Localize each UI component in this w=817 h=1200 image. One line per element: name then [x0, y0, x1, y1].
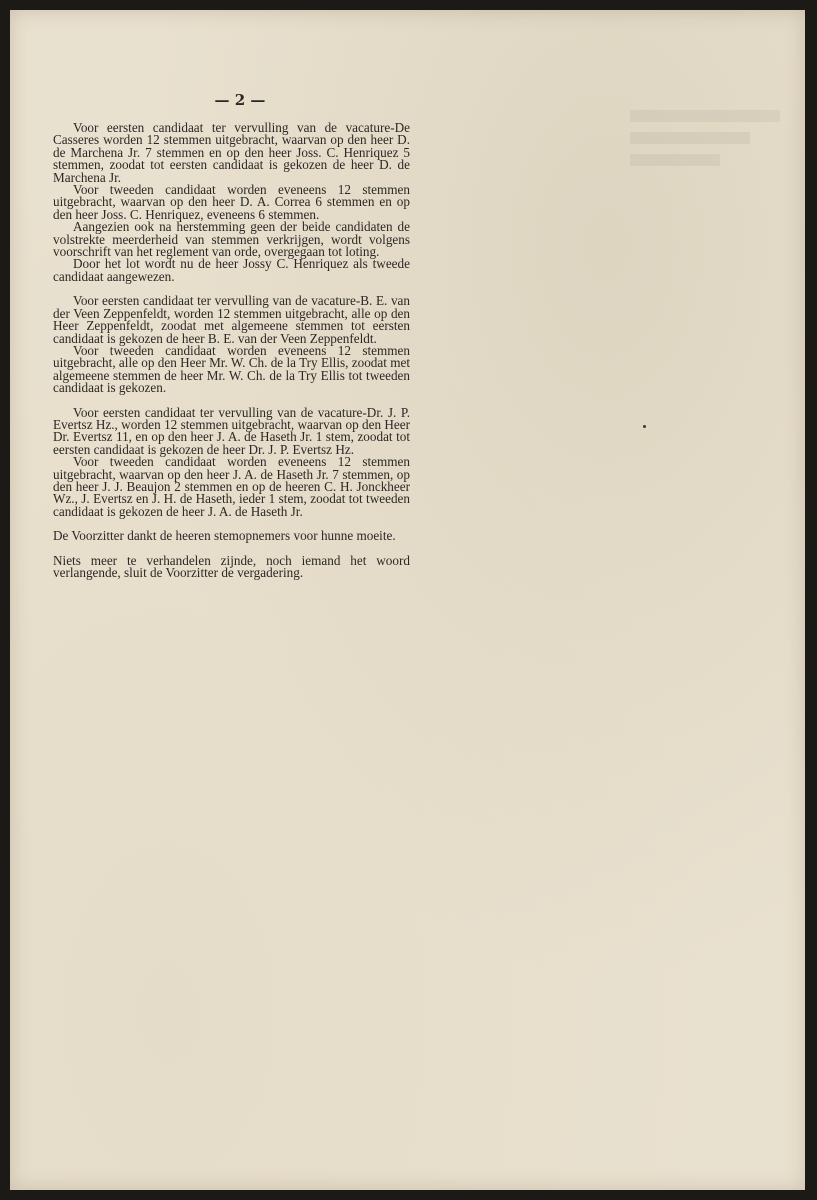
paragraph-closing: Niets meer te verhandelen zijnde, noch iemand het woord verlangende, sluit de Voorzitter de vergadering.	[53, 552, 410, 580]
paragraph-vote-zeppenfeldt-first: Voor eersten candidaat ter vervulling van de vacature-B. E. van der Veen Zeppenfeldt, worden 12 stemmen uitgebracht, alle op den Heer Zeppenfeldt, zoodat met algemeene stemmen tot eersten candidaat is gekozen de heer B. E. van der Veen Zeppenfeldt.	[53, 293, 410, 346]
document-body	[53, 122, 410, 579]
paragraph-vote-evertsz-first: Voor eersten candidaat ter vervulling van de vacature-Dr. J. P. Evertsz Hz., worden 12 stemmen uitgebracht, waarvan op den Heer Dr. Evertsz 11, en op den heer J. A. de Haseth Jr. 1 stem, zoodat tot eersten candidaat is gekozen de heer Dr. J. P. Evertsz Hz.	[53, 404, 410, 457]
show-through-text	[630, 110, 790, 190]
paragraph-vote-zeppenfeldt-second: Voor tweeden candidaat worden eveneens 12 stemmen uitgebracht, alle op den Heer Mr. W. Ch. de la Try Ellis, zoodat met algemeene stemmen de heer Mr. W. Ch. de la Try Ellis tot tweeden candidaat is gekozen.	[53, 342, 410, 396]
paragraph-lot: Door het lot wordt nu de heer Jossy C. Henriquez als tweede candidaat aangewezen.	[53, 256, 410, 284]
paragraph-vote-de-casseres-second: Voor tweeden candidaat worden eveneens 12 stemmen uitgebracht, waarvan op den heer D. A. Correa 6 stemmen en op den heer Joss. C. Henriquez, eveneens 6 stemmen.	[53, 182, 410, 222]
paragraph-vote-evertsz-second: Voor tweeden candidaat worden eveneens 12 stemmen uitgebracht, waarvan op den heer J. A. de Haseth Jr. 7 stemmen, op den heer J. J. Beaujon 2 stemmen en op de heeren C. H. Jonckheer Wz., J. Evertsz en J. H. de Haseth, ieder 1 stem, zoodat tot tweeden candidaat is gekozen de heer J. A. de Haseth Jr.	[53, 454, 410, 519]
paragraph-thanks: De Voorzitter dankt de heeren stemopnemers voor hunne moeite.	[53, 528, 396, 544]
document-page	[10, 10, 805, 1190]
paragraph-revote: Aangezien ook na herstemming geen der beide candidaten de volstrekte meerderheid van stemmen verkrijgen, wordt volgens voorschrift van het reglement van orde, overgegaan tot loting.	[53, 219, 410, 260]
page-number: — 2 —	[214, 91, 266, 109]
paragraph-vote-de-casseres-first: Voor eersten candidaat ter vervulling van de vacature-De Casseres worden 12 stemmen uitgebracht, waarvan op den heer D. de Marchena Jr. 7 stemmen en op den heer Joss. C. Henriquez 5 stemmen, zoodat tot eersten candidaat is gekozen de heer D. de Marchena Jr.	[53, 120, 410, 185]
paper-speck	[643, 425, 646, 428]
